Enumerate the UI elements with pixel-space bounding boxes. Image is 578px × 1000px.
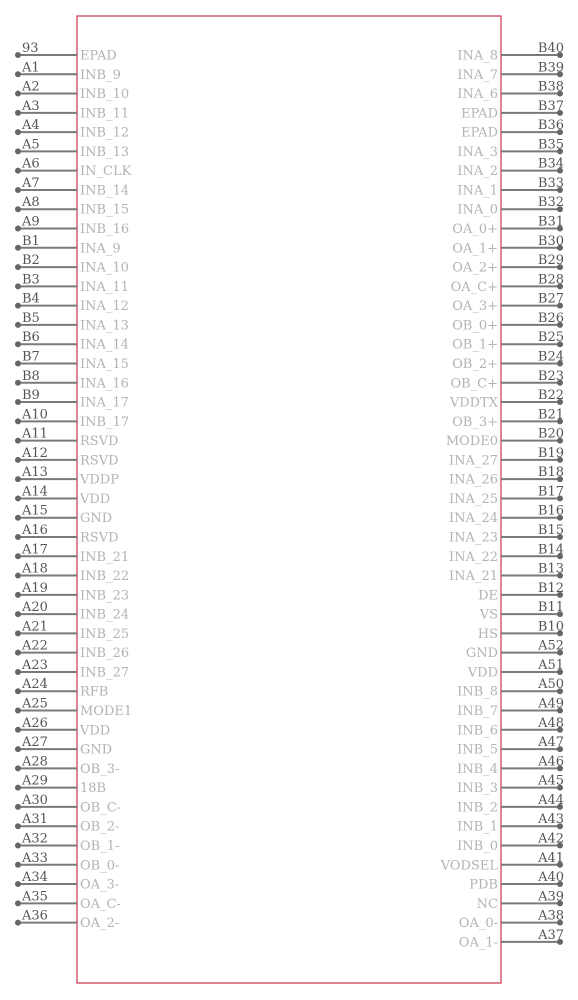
pin-name: OB_3- [80, 761, 120, 777]
pin-endpoint-dot [15, 515, 21, 521]
pin-name: INA_24 [449, 511, 498, 527]
pin-number: A49 [538, 696, 564, 712]
pin-name: OA_1- [458, 935, 498, 951]
pin-name: INB_27 [80, 665, 130, 681]
pin-endpoint-dot [15, 438, 21, 444]
pin-name: INB_23 [80, 588, 130, 604]
pin-endpoint-dot [15, 727, 21, 733]
pin-number: A17 [22, 542, 48, 558]
pin-number: A51 [538, 657, 564, 673]
right-pin [459, 928, 564, 951]
pin-name: INA_2 [457, 164, 498, 180]
pin-endpoint-dot [15, 881, 21, 887]
pin-number: B9 [22, 388, 40, 404]
pin-name: OA_2- [80, 916, 120, 932]
pin-number: A1 [22, 60, 40, 76]
component-body-outline [77, 16, 501, 983]
pin-endpoint-dot [15, 804, 21, 810]
pin-number: B39 [537, 60, 564, 76]
pin-name: VDD [80, 723, 111, 739]
pin-name: GND [80, 742, 113, 758]
pin-number: A14 [22, 484, 48, 500]
pin-name: INA_8 [457, 48, 498, 64]
pin-number: B21 [537, 407, 564, 423]
pin-number: A52 [538, 638, 564, 654]
pin-endpoint-dot [15, 611, 21, 617]
pin-number: A6 [22, 156, 40, 172]
pin-number: A13 [22, 465, 48, 481]
pin-name: INB_8 [457, 684, 498, 700]
pin-number: B20 [537, 426, 564, 442]
pin-name: INA_1 [457, 183, 498, 199]
left-pin-group [15, 41, 132, 931]
pin-name: VDD [80, 491, 111, 507]
pin-number: B37 [537, 98, 564, 114]
pin-endpoint-dot [15, 399, 21, 405]
pin-endpoint-dot [15, 746, 21, 752]
pin-endpoint-dot [15, 52, 21, 58]
pin-number: B24 [537, 349, 564, 365]
pin-name: INB_7 [457, 704, 498, 720]
pin-number: A35 [22, 889, 48, 905]
pin-number: A15 [22, 503, 48, 519]
pin-number: A38 [538, 908, 564, 924]
pin-endpoint-dot [15, 110, 21, 116]
pin-number: B34 [537, 156, 564, 172]
pin-number: A30 [22, 792, 48, 808]
pin-name: EPAD [461, 106, 498, 122]
pin-name: INA_7 [457, 67, 498, 83]
pin-number: A27 [22, 735, 48, 751]
pin-name: OA_3- [80, 877, 120, 893]
pin-name: MODE0 [445, 434, 498, 450]
pin-name: INA_25 [449, 491, 498, 507]
pin-number: A12 [22, 445, 48, 461]
pin-endpoint-dot [15, 91, 21, 97]
pin-number: B36 [537, 118, 564, 134]
pin-number: B29 [537, 253, 564, 269]
pin-endpoint-dot [15, 71, 21, 77]
pin-name: INB_4 [457, 761, 498, 777]
pin-name: INA_16 [80, 376, 129, 392]
pin-number: A36 [22, 908, 48, 924]
pin-name: DE [478, 588, 498, 604]
pin-name: INB_13 [80, 144, 130, 160]
pin-number: B32 [537, 195, 564, 211]
pin-number: B8 [22, 368, 40, 384]
pin-number: B22 [537, 388, 564, 404]
pin-number: A33 [22, 850, 48, 866]
pin-name: INB_10 [80, 87, 130, 103]
pin-name: INB_9 [80, 67, 121, 83]
pin-endpoint-dot [15, 708, 21, 714]
pin-number: B11 [537, 600, 564, 616]
pin-endpoint-dot [15, 553, 21, 559]
pin-name: INA_0 [457, 202, 498, 218]
pin-endpoint-dot [15, 206, 21, 212]
pin-name: OB_1+ [452, 337, 498, 353]
pin-endpoint-dot [15, 418, 21, 424]
pin-number: A48 [538, 715, 564, 731]
pin-name: INA_12 [80, 299, 129, 315]
pin-endpoint-dot [15, 900, 21, 906]
pin-number: B35 [537, 137, 564, 153]
pin-name: INB_26 [80, 646, 130, 662]
left-pin [15, 909, 119, 932]
pin-number: A29 [22, 773, 48, 789]
pin-number: A46 [538, 754, 564, 770]
pin-number: B4 [22, 291, 40, 307]
pin-number: A3 [22, 98, 40, 114]
pin-number: A2 [22, 79, 40, 95]
pin-number: B40 [537, 41, 564, 56]
pin-number: A4 [22, 118, 40, 134]
pin-name: PDB [469, 877, 498, 893]
pin-number: A42 [538, 831, 564, 847]
pin-endpoint-dot [15, 341, 21, 347]
pin-number: 93 [22, 41, 39, 56]
pin-number: A40 [538, 870, 564, 886]
pin-endpoint-dot [15, 920, 21, 926]
pin-endpoint-dot [15, 785, 21, 791]
pin-number: A43 [538, 812, 564, 828]
pin-name: OB_2+ [452, 356, 498, 372]
pin-number: B19 [537, 445, 564, 461]
pin-name: MODE1 [80, 704, 133, 720]
pin-name: OB_1- [80, 838, 120, 854]
pin-name: OA_0+ [452, 222, 498, 238]
pin-number: A21 [22, 619, 48, 635]
pin-name: INA_21 [449, 569, 498, 585]
pin-number: B30 [537, 233, 564, 249]
pin-number: B1 [22, 233, 40, 249]
pin-name: INB_11 [80, 106, 130, 122]
pin-name: INB_0 [457, 838, 498, 854]
pin-name: INB_17 [80, 414, 130, 430]
pin-number: A39 [538, 889, 564, 905]
pin-endpoint-dot [15, 303, 21, 309]
pin-number: B15 [537, 523, 564, 538]
pin-name: VS [479, 607, 498, 623]
pin-endpoint-dot [15, 283, 21, 289]
pin-name: INA_3 [457, 144, 498, 160]
pin-name: VDDTX [449, 395, 498, 411]
pin-number: A5 [22, 137, 40, 153]
pin-endpoint-dot [15, 129, 21, 135]
pin-name: INB_14 [80, 183, 130, 199]
pin-endpoint-dot [15, 168, 21, 174]
pin-name: EPAD [80, 48, 117, 64]
pin-name: INA_23 [449, 530, 498, 546]
pin-name: GND [465, 646, 498, 662]
pin-name: OB_2- [80, 819, 120, 835]
pin-number: B10 [537, 619, 564, 635]
pin-endpoint-dot [15, 187, 21, 193]
pin-number: A9 [22, 214, 40, 230]
pin-endpoint-dot [15, 688, 21, 694]
pin-number: A22 [22, 638, 48, 654]
pin-number: A28 [22, 754, 48, 770]
pin-number: B18 [537, 465, 564, 481]
pin-name: OA_3+ [452, 299, 498, 315]
pin-name: OA_2+ [452, 260, 498, 276]
pin-endpoint-dot [15, 823, 21, 829]
pin-name: OB_C+ [450, 376, 498, 392]
pin-number: B26 [537, 310, 564, 326]
pin-endpoint-dot [15, 457, 21, 463]
pin-endpoint-dot [15, 245, 21, 251]
pin-name: OB_3+ [452, 414, 498, 430]
pin-name: 18B [80, 781, 107, 797]
pin-endpoint-dot [15, 765, 21, 771]
pin-name: OA_C+ [450, 279, 498, 295]
pin-name: INA_13 [80, 318, 129, 334]
pin-endpoint-dot [15, 669, 21, 675]
pin-name: NC [476, 896, 498, 912]
pin-name: VDD [467, 665, 498, 681]
pin-endpoint-dot [15, 264, 21, 270]
pin-name: RSVD [80, 453, 119, 469]
pin-number: A23 [22, 657, 48, 673]
pin-number: A10 [22, 407, 48, 423]
pin-name: VDDP [80, 472, 119, 488]
pin-name: INB_24 [80, 607, 130, 623]
pin-number: A18 [22, 561, 48, 577]
pin-number: B23 [537, 368, 564, 384]
pin-name: OA_1+ [452, 241, 498, 257]
pin-endpoint-dot [15, 842, 21, 848]
pin-number: A37 [538, 927, 564, 943]
pin-name: INB_6 [457, 723, 498, 739]
pin-name: INA_26 [449, 472, 498, 488]
pin-number: A45 [538, 773, 564, 789]
pin-number: A19 [22, 580, 48, 596]
pin-name: INA_14 [80, 337, 129, 353]
pin-name: OB_C- [80, 800, 122, 816]
pin-number: A16 [22, 523, 48, 538]
pin-number: A32 [22, 831, 48, 847]
pin-number: B27 [537, 291, 564, 307]
pin-number: A44 [538, 792, 564, 808]
pin-name: RSVD [80, 434, 119, 450]
pin-number: B38 [537, 79, 564, 95]
pin-name: RSVD [80, 530, 119, 546]
pin-number: B33 [537, 175, 564, 191]
pin-number: A20 [22, 600, 48, 616]
pin-endpoint-dot [15, 148, 21, 154]
pin-name: INA_6 [457, 87, 498, 103]
pin-name: INB_1 [457, 819, 498, 835]
pin-endpoint-dot [15, 495, 21, 501]
pin-number: B17 [537, 484, 564, 500]
pin-name: OB_0+ [452, 318, 498, 334]
pin-number: A41 [538, 850, 564, 866]
pin-name: VODSEL [440, 858, 498, 874]
pin-name: IN_CLK [80, 164, 132, 180]
pin-name: INA_15 [80, 356, 129, 372]
pin-name: INA_27 [449, 453, 498, 469]
pin-name: EPAD [461, 125, 498, 141]
pin-name: INB_15 [80, 202, 130, 218]
pin-name: INA_17 [80, 395, 129, 411]
pin-number: B31 [537, 214, 564, 230]
pin-endpoint-dot [15, 322, 21, 328]
pin-number: B12 [537, 580, 564, 596]
pin-number: B28 [537, 272, 564, 288]
pin-number: B16 [537, 503, 564, 519]
pin-name: GND [80, 511, 113, 527]
pin-endpoint-dot [15, 592, 21, 598]
pin-number: B2 [22, 253, 40, 269]
pin-name: OB_0- [80, 858, 120, 874]
pin-endpoint-dot [15, 380, 21, 386]
right-pin-group [440, 41, 564, 950]
pin-name: INB_25 [80, 626, 130, 642]
pin-number: A31 [22, 812, 48, 828]
pin-endpoint-dot [15, 360, 21, 366]
pin-number: B3 [22, 272, 40, 288]
pin-name: INB_2 [457, 800, 498, 816]
pin-endpoint-dot [15, 862, 21, 868]
pin-number: A25 [22, 696, 48, 712]
pin-number: B6 [22, 330, 40, 346]
pin-name: INB_5 [457, 742, 498, 758]
pin-name: OA_0- [458, 916, 498, 932]
pin-number: A7 [22, 175, 40, 191]
pin-number: B14 [537, 542, 564, 558]
pin-number: B7 [22, 349, 40, 365]
pin-endpoint-dot [15, 573, 21, 579]
pin-endpoint-dot [15, 476, 21, 482]
pin-number: A34 [22, 870, 48, 886]
pin-number: A26 [22, 715, 48, 731]
pin-name: INB_12 [80, 125, 130, 141]
pin-number: A50 [538, 677, 564, 693]
pin-number: B25 [537, 330, 564, 346]
pin-name: INB_3 [457, 781, 498, 797]
pin-number: A8 [22, 195, 40, 211]
pin-endpoint-dot [15, 226, 21, 232]
pin-number: B5 [22, 310, 40, 326]
pin-name: INA_10 [80, 260, 129, 276]
pin-number: A11 [22, 426, 48, 442]
pin-name: INB_16 [80, 222, 130, 238]
pin-name: RFB [80, 684, 109, 700]
pin-name: INA_22 [449, 549, 498, 565]
pin-name: INA_9 [80, 241, 121, 257]
pin-name: INA_11 [80, 279, 129, 295]
pin-name: INB_22 [80, 569, 130, 585]
pin-name: INB_21 [80, 549, 130, 565]
pin-endpoint-dot [15, 630, 21, 636]
pin-number: B13 [537, 561, 564, 577]
pin-endpoint-dot [15, 534, 21, 540]
pin-number: A47 [538, 735, 564, 751]
pin-name: OA_C- [80, 896, 121, 912]
pin-endpoint-dot [15, 650, 21, 656]
pin-number: A24 [22, 677, 48, 693]
pin-name: HS [477, 626, 498, 642]
